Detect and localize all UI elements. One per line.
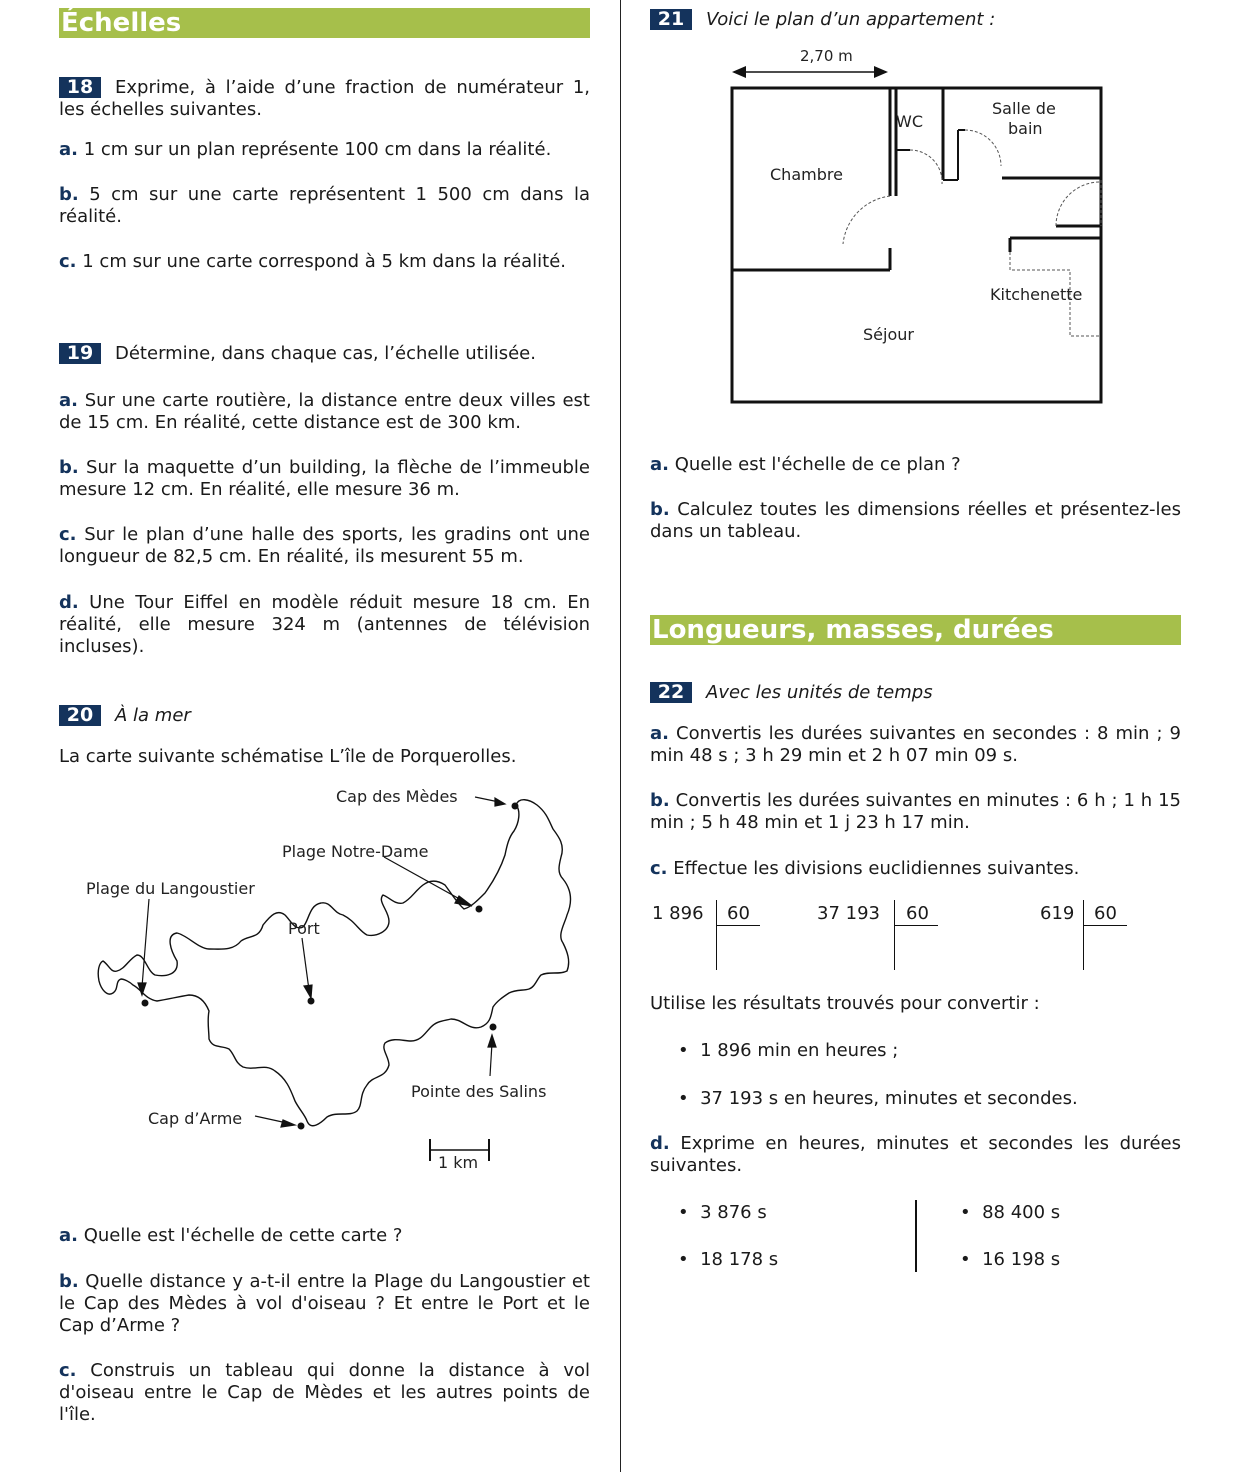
plan-label-sdb-2: bain (1008, 119, 1043, 138)
ex20-item-c: c. Construis un tableau qui donne la distance à vol d'oiseau entre le Cap de Mèdes et les autres points de l'île. (59, 1360, 590, 1425)
division-3-hbar (1083, 925, 1127, 926)
label-port: Port (288, 919, 320, 938)
exercise-intro: Voici le plan d’un appartement : (706, 9, 996, 30)
label-pointe-salins: Pointe des Salins (411, 1082, 547, 1101)
dividend: 619 (1040, 903, 1075, 924)
exercise-number: 20 (59, 705, 101, 726)
ex18-item-c: c. 1 cm sur une carte correspond à 5 km dans la réalité. (59, 251, 567, 272)
exercise-number: 18 (59, 77, 101, 98)
division-2 (817, 903, 880, 925)
exercise-20 (59, 705, 590, 727)
exercise-19 (59, 343, 590, 365)
dividend: 37 193 (817, 903, 880, 924)
label-cap-arme: Cap d’Arme (148, 1109, 243, 1128)
ex21-item-a: a. Quelle est l'échelle de ce plan ? (650, 454, 961, 475)
bullet-item: • 37 193 s en heures, minutes et secondes. (678, 1088, 1078, 1109)
ex19-item-c: c. Sur le plan d’une halle des sports, les gradins ont une longueur de 82,5 cm. En réalité, ils mesurent 55 m. (59, 524, 590, 567)
ex22-item-d: d. Exprime en heures, minutes et secondes les durées suivantes. (650, 1133, 1181, 1176)
exercise-number: 21 (650, 9, 692, 30)
duration-item: • 88 400 s (960, 1202, 1061, 1223)
division-3-vbar (1083, 900, 1084, 970)
exercise-intro: Exprime, à l’aide d’une fraction de numérateur 1, les échelles suivantes. (59, 77, 590, 120)
label-plage-lang: Plage du Langoustier (86, 879, 255, 898)
plan-label-sejour: Séjour (863, 325, 914, 344)
bullet-item: • 1 896 min en heures ; (678, 1040, 899, 1061)
column-divider (620, 0, 621, 1472)
ex20-text: La carte suivante schématise L’île de Porquerolles. (59, 746, 517, 767)
ex18-item-b: b. 5 cm sur une carte représentent 1 500 cm dans la réalité. (59, 184, 590, 227)
section-title-longueurs: Longueurs, masses, durées (650, 615, 1181, 645)
duration-item: • 16 198 s (960, 1249, 1061, 1270)
division-3 (1040, 903, 1074, 925)
exercise-intro: Avec les unités de temps (706, 682, 933, 703)
division-1-divisor: 60 (727, 903, 750, 924)
division-3-divisor: 60 (1094, 903, 1117, 924)
division-2-hbar (894, 925, 938, 926)
ex22-item-a: a. Convertis les durées suivantes en secondes : 8 min ; 9 min 48 s ; 3 h 29 min et 2 h 07 min 09 s. (650, 723, 1181, 766)
exercise-intro: À la mer (115, 705, 191, 726)
ex19-item-d: d. Une Tour Eiffel en modèle réduit mesure 18 cm. En réalité, elle mesure 324 m (antennes de télévision incluses). (59, 592, 590, 657)
duration-item: • 18 178 s (678, 1249, 779, 1270)
ex20-item-b: b. Quelle distance y a-t-il entre la Plage du Langoustier et le Cap des Mèdes à vol d'oiseau ? Et entre le Port et le Cap d’Arme ? (59, 1271, 590, 1336)
plan-dimension: 2,70 m (800, 47, 853, 65)
label-plage-nd: Plage Notre-Dame (282, 842, 429, 861)
point-plage-nd (476, 906, 483, 913)
exercise-21 (650, 9, 1181, 31)
plan-label-chambre: Chambre (770, 165, 843, 184)
dividend: 1 896 (652, 903, 704, 924)
point-salins (490, 1024, 497, 1031)
duration-item: • 3 876 s (678, 1202, 767, 1223)
ex18-item-a: a. 1 cm sur un plan représente 100 cm dans la réalité. (59, 139, 552, 160)
plan-label-wc: WC (896, 112, 923, 131)
plan-label-sdb-1: Salle de (992, 99, 1056, 118)
exercise-number: 22 (650, 682, 692, 703)
division-1 (652, 903, 704, 925)
plan-label-kitchenette: Kitchenette (990, 285, 1083, 304)
exercise-22 (650, 682, 1181, 704)
division-2-divisor: 60 (906, 903, 929, 924)
scale-label: 1 km (438, 1153, 479, 1172)
duration-separator (915, 1200, 917, 1272)
point-plage-lang (142, 1000, 149, 1007)
section-title-echelles: Échelles (59, 8, 590, 38)
exercise-18 (59, 77, 590, 121)
ex22-item-b: b. Convertis les durées suivantes en minutes : 6 h ; 1 h 15 min ; 5 h 48 min et 1 j 23 h 17 min. (650, 790, 1181, 833)
division-1-hbar (716, 925, 760, 926)
division-1-vbar (716, 900, 717, 970)
exercise-intro: Détermine, dans chaque cas, l’échelle utilisée. (115, 343, 536, 364)
porquerolles-map (59, 775, 590, 1195)
ex19-item-b: b. Sur la maquette d’un building, la flèche de l’immeuble mesure 12 cm. En réalité, elle mesure 36 m. (59, 457, 590, 500)
ex19-item-a: a. Sur une carte routière, la distance entre deux villes est de 15 cm. En réalité, cette distance est de 300 km. (59, 390, 590, 433)
point-cap-arme (298, 1123, 305, 1130)
ex22-item-c: c. Effectue les divisions euclidiennes suivantes. (650, 858, 1080, 879)
ex20-item-a: a. Quelle est l'échelle de cette carte ? (59, 1225, 403, 1246)
division-2-vbar (894, 900, 895, 970)
point-cap-medes (512, 803, 519, 810)
apartment-plan (720, 40, 1110, 410)
ex21-item-b: b. Calculez toutes les dimensions réelles et présentez-les dans un tableau. (650, 499, 1181, 542)
exercise-number: 19 (59, 343, 101, 364)
label-cap-medes: Cap des Mèdes (336, 787, 458, 806)
ex22-use-results: Utilise les résultats trouvés pour convertir : (650, 993, 1040, 1014)
